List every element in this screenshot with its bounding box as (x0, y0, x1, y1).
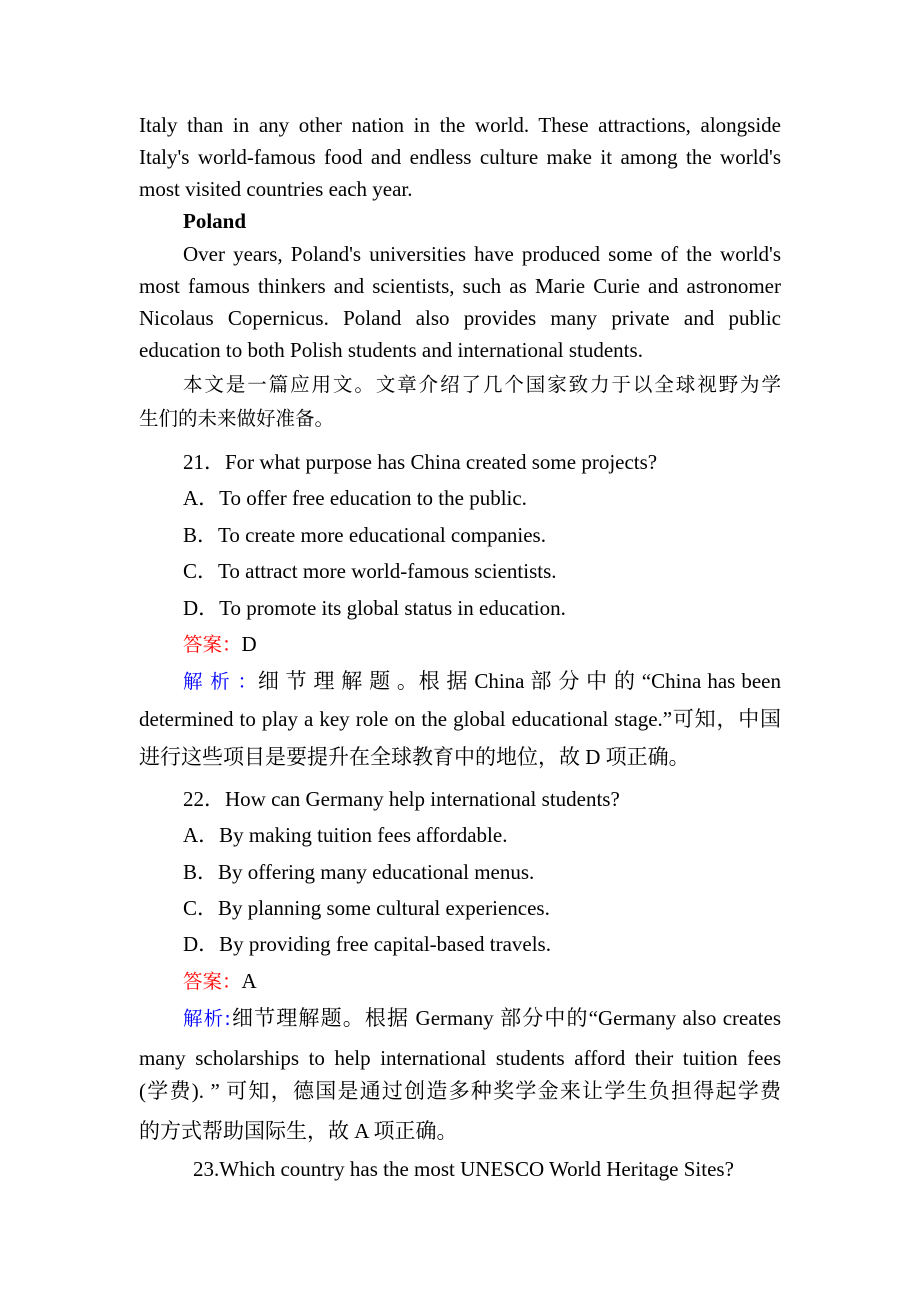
analysis-label: 解 析 ： (183, 670, 258, 693)
question-22-stem: 22．How can Germany help international students? (183, 787, 620, 811)
question-21-option-b: B．To create more educational companies. (183, 523, 546, 547)
answer-label: 答案： (183, 970, 242, 993)
question-22-option-b: B．By offering many educational menus. (183, 860, 535, 884)
question-21-analysis (139, 668, 781, 695)
analysis-label: 解析: (183, 1007, 231, 1030)
paragraph-line: education to both Polish students and international students. (139, 338, 643, 362)
paragraph-line: Italy than in any other nation in the world. These attractions, alongside (139, 113, 781, 137)
answer-label: 答案： (183, 633, 242, 656)
paragraph-line: Over years, Poland's universities have produced some of the world's (183, 242, 781, 266)
analysis-line: (学费). ” 可知，德国是通过创造多种奖学金来让学生负担得起学费 (139, 1079, 781, 1103)
question-23-stem: 23.Which country has the most UNESCO World Heritage Sites? (193, 1157, 734, 1181)
summary-line: 本文是一篇应用文。文章介绍了几个国家致力于以全球视野为学 (183, 373, 781, 396)
question-22-answer (139, 968, 781, 995)
analysis-text: 细 节 理 解 题 。根 据 China 部 分 中 的 “China has been (257, 669, 781, 693)
question-22-option-c: C．By planning some cultural experiences. (183, 896, 550, 920)
answer-value: D (241, 632, 257, 656)
paragraph-line: most visited countries each year. (139, 177, 413, 201)
analysis-line: 的方式帮助国际生，故 A 项正确。 (139, 1119, 458, 1143)
question-22-option-d: D．By providing free capital-based travels. (183, 932, 551, 956)
question-21-option-a: A．To offer free education to the public. (183, 486, 527, 510)
summary-line: 生们的未来做好准备。 (139, 407, 335, 430)
question-22-option-a: A．By making tuition fees affordable. (183, 823, 508, 847)
analysis-line: many scholarships to help international students afford their tuition fees (139, 1046, 781, 1070)
question-21-option-c: C．To attract more world-famous scientists. (183, 559, 557, 583)
answer-value: A (241, 969, 257, 993)
paragraph-line: Italy's world-famous food and endless culture make it among the world's (139, 145, 781, 169)
analysis-line: determined to play a key role on the global educational stage.”可知，中国 (139, 707, 781, 731)
analysis-text: 细节理解题。根据 Germany 部分中的“Germany also creates (230, 1006, 781, 1030)
analysis-line: 进行这些项目是要提升在全球教育中的地位，故 D 项正确。 (139, 745, 690, 769)
section-heading-poland: Poland (183, 209, 247, 233)
question-21-answer (139, 631, 781, 658)
question-21-option-d: D．To promote its global status in education. (183, 596, 566, 620)
question-22-analysis (139, 1005, 781, 1032)
paragraph-line: Nicolaus Copernicus. Poland also provides many private and public (139, 306, 781, 330)
paragraph-line: most famous thinkers and scientists, such as Marie Curie and astronomer (139, 274, 781, 298)
question-21-stem: 21．For what purpose has China created some projects? (183, 450, 658, 474)
